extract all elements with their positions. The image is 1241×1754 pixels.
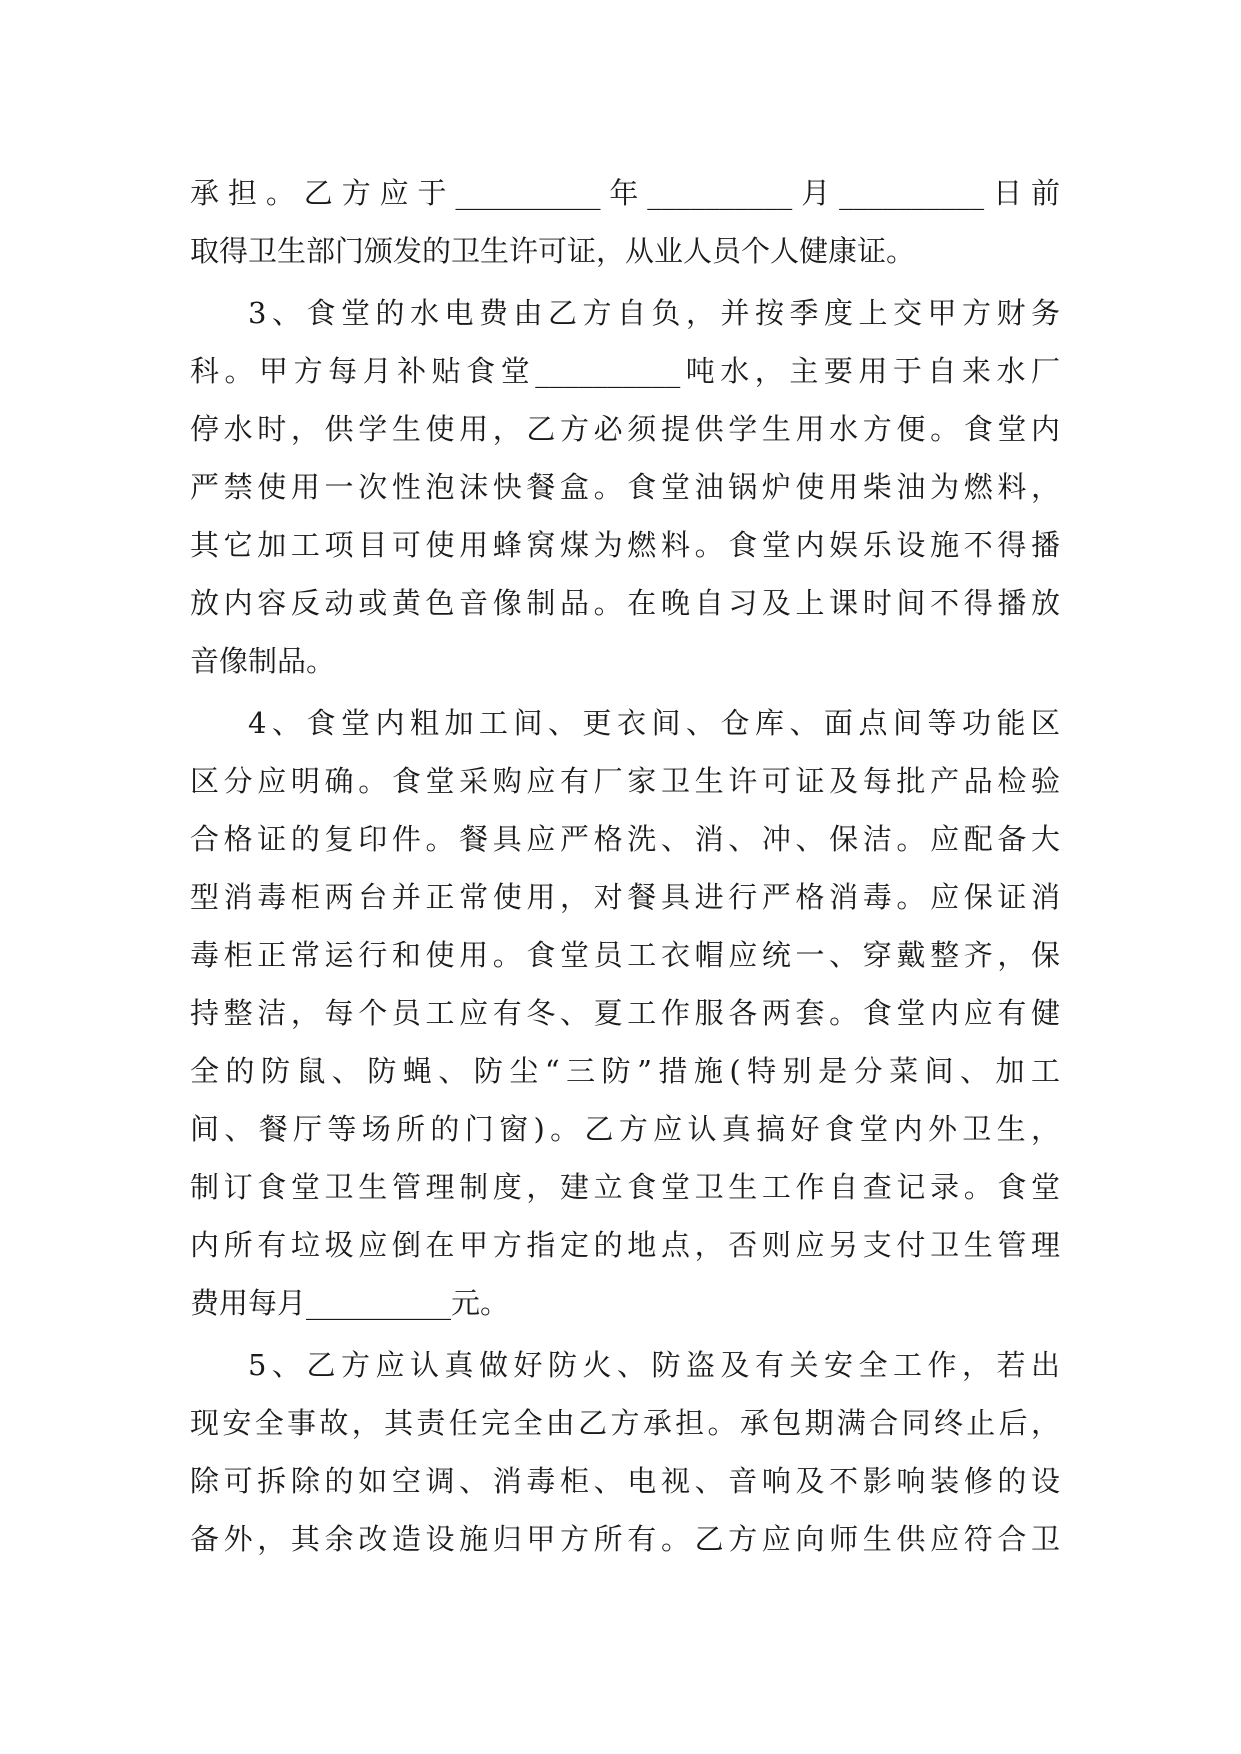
paragraph-clause-5 — [190, 1336, 1060, 1568]
text-line: 内所有垃圾应倒在甲方指定的地点，否则应另支付卫生管理 — [190, 1228, 1060, 1262]
paragraph-clause-4 — [190, 694, 1060, 1332]
text-line: 科。甲方每月补贴食堂__________吨水，主要用于自来水厂 — [190, 354, 1060, 388]
paragraph-clause-3 — [190, 284, 1060, 690]
text-line: 现安全事故，其责任完全由乙方承担。承包期满合同终止后， — [190, 1406, 1060, 1440]
text-line: 其它加工项目可使用蜂窝煤为燃料。食堂内娱乐设施不得播 — [190, 528, 1060, 562]
text-line: 毒柜正常运行和使用。食堂员工衣帽应统一、穿戴整齐，保 — [190, 938, 1060, 972]
text-line: 区分应明确。食堂采购应有厂家卫生许可证及每批产品检验 — [190, 764, 1060, 798]
text-line: 严禁使用一次性泡沫快餐盒。食堂油锅炉使用柴油为燃料， — [190, 470, 1060, 504]
text-line: 型消毒柜两台并正常使用，对餐具进行严格消毒。应保证消 — [190, 880, 1060, 914]
text-line: 持整洁，每个员工应有冬、夏工作服各两套。食堂内应有健 — [190, 996, 1060, 1030]
document-body — [190, 164, 1060, 1568]
text-line: 4、食堂内粗加工间、更衣间、仓库、面点间等功能区 — [248, 706, 1060, 740]
paragraph-continuation — [190, 164, 1060, 280]
text-line: 间、餐厅等场所的门窗)。乙方应认真搞好食堂内外卫生， — [190, 1112, 1060, 1146]
text-line: 取得卫生部门颁发的卫生许可证，从业人员个人健康证。 — [190, 234, 916, 268]
text-line: 停水时，供学生使用，乙方必须提供学生用水方便。食堂内 — [190, 412, 1060, 446]
text-line: 全的防鼠、防蝇、防尘“三防”措施(特别是分菜间、加工 — [190, 1054, 1060, 1088]
text-line: 合格证的复印件。餐具应严格洗、消、冲、保洁。应配备大 — [190, 822, 1060, 856]
text-line: 制订食堂卫生管理制度，建立食堂卫生工作自查记录。食堂 — [190, 1170, 1060, 1204]
text-line: 3、食堂的水电费由乙方自负，并按季度上交甲方财务 — [248, 296, 1060, 330]
text-line: 费用每月__________元。 — [190, 1286, 510, 1320]
text-line: 放内容反动或黄色音像制品。在晚自习及上课时间不得播放 — [190, 586, 1060, 620]
text-line: 5、乙方应认真做好防火、防盗及有关安全工作，若出 — [248, 1348, 1060, 1382]
text-line: 除可拆除的如空调、消毒柜、电视、音响及不影响装修的设 — [190, 1464, 1060, 1498]
text-line: 备外，其余改造设施归甲方所有。乙方应向师生供应符合卫 — [190, 1522, 1060, 1556]
text-line: 音像制品。 — [190, 644, 336, 678]
text-line: 承担。乙方应于__________年__________月__________日前 — [190, 176, 1060, 210]
